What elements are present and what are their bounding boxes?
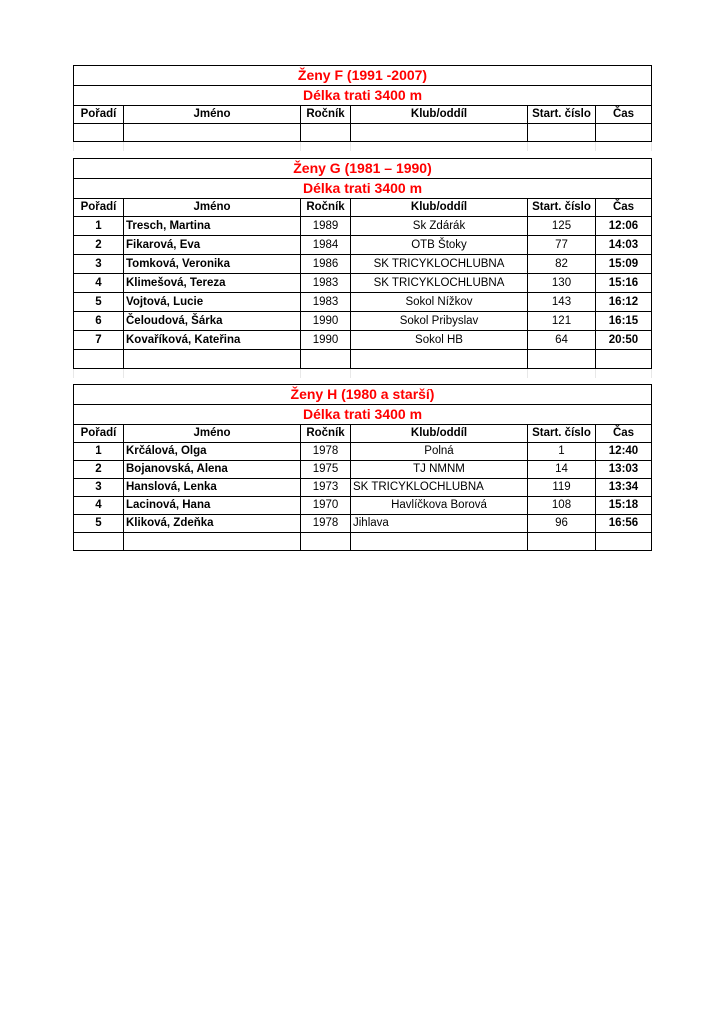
start-number: 130 bbox=[528, 274, 596, 293]
birth-year: 1978 bbox=[301, 515, 351, 533]
spacer-row bbox=[74, 142, 652, 152]
header-club: Klub/oddíl bbox=[351, 199, 528, 217]
club: Sokol HB bbox=[351, 331, 528, 350]
header-rank: Pořadí bbox=[74, 106, 124, 124]
club: SK TRICYKLOCHLUBNA bbox=[351, 479, 528, 497]
header-year: Ročník bbox=[301, 106, 351, 124]
header-rank: Pořadí bbox=[74, 199, 124, 217]
birth-year: 1970 bbox=[301, 497, 351, 515]
birth-year: 1983 bbox=[301, 274, 351, 293]
results-table-zeny-g bbox=[73, 158, 652, 378]
table-row bbox=[74, 255, 652, 274]
rank: 2 bbox=[74, 461, 124, 479]
category-title: Ženy G (1981 – 1990) bbox=[74, 159, 652, 179]
header-row bbox=[74, 199, 652, 217]
spacer-row bbox=[74, 369, 652, 379]
header-time: Čas bbox=[596, 106, 652, 124]
competitor-name: Tomková, Veronika bbox=[124, 255, 301, 274]
results-table-zeny-h bbox=[73, 384, 652, 551]
competitor-name: Čeloudová, Šárka bbox=[124, 312, 301, 331]
finish-time: 16:56 bbox=[596, 515, 652, 533]
birth-year: 1984 bbox=[301, 236, 351, 255]
start-number: 64 bbox=[528, 331, 596, 350]
club: Sk Zdárák bbox=[351, 217, 528, 236]
birth-year: 1973 bbox=[301, 479, 351, 497]
start-number: 143 bbox=[528, 293, 596, 312]
empty-row bbox=[74, 350, 652, 369]
start-number: 125 bbox=[528, 217, 596, 236]
table-row bbox=[74, 331, 652, 350]
competitor-name: Klimešová, Tereza bbox=[124, 274, 301, 293]
competitor-name: Tresch, Martina bbox=[124, 217, 301, 236]
finish-time: 14:03 bbox=[596, 236, 652, 255]
table-row bbox=[74, 312, 652, 331]
header-start-number: Start. číslo bbox=[528, 199, 596, 217]
finish-time: 15:18 bbox=[596, 497, 652, 515]
table-row bbox=[74, 497, 652, 515]
header-time: Čas bbox=[596, 199, 652, 217]
header-name: Jméno bbox=[124, 106, 301, 124]
club: Sokol Nížkov bbox=[351, 293, 528, 312]
start-number: 14 bbox=[528, 461, 596, 479]
start-number: 119 bbox=[528, 479, 596, 497]
club: SK TRICYKLOCHLUBNA bbox=[351, 255, 528, 274]
track-length: Délka trati 3400 m bbox=[74, 86, 652, 106]
club: Sokol Pribyslav bbox=[351, 312, 528, 331]
rank: 6 bbox=[74, 312, 124, 331]
empty-row bbox=[74, 124, 652, 142]
table-row bbox=[74, 274, 652, 293]
header-year: Ročník bbox=[301, 425, 351, 443]
finish-time: 13:03 bbox=[596, 461, 652, 479]
competitor-name: Kliková, Zdeňka bbox=[124, 515, 301, 533]
finish-time: 15:16 bbox=[596, 274, 652, 293]
finish-time: 16:12 bbox=[596, 293, 652, 312]
birth-year: 1986 bbox=[301, 255, 351, 274]
birth-year: 1990 bbox=[301, 312, 351, 331]
rank: 4 bbox=[74, 497, 124, 515]
header-time: Čas bbox=[596, 425, 652, 443]
start-number: 96 bbox=[528, 515, 596, 533]
rank: 5 bbox=[74, 515, 124, 533]
table-row bbox=[74, 236, 652, 255]
competitor-name: Lacinová, Hana bbox=[124, 497, 301, 515]
finish-time: 15:09 bbox=[596, 255, 652, 274]
header-year: Ročník bbox=[301, 199, 351, 217]
header-club: Klub/oddíl bbox=[351, 106, 528, 124]
competitor-name: Krčálová, Olga bbox=[124, 443, 301, 461]
category-title: Ženy H (1980 a starší) bbox=[74, 385, 652, 405]
rank: 1 bbox=[74, 217, 124, 236]
header-name: Jméno bbox=[124, 199, 301, 217]
club: OTB Štoky bbox=[351, 236, 528, 255]
finish-time: 13:34 bbox=[596, 479, 652, 497]
birth-year: 1990 bbox=[301, 331, 351, 350]
table-row bbox=[74, 293, 652, 312]
competitor-name: Hanslová, Lenka bbox=[124, 479, 301, 497]
rank: 5 bbox=[74, 293, 124, 312]
competitor-name: Bojanovská, Alena bbox=[124, 461, 301, 479]
start-number: 108 bbox=[528, 497, 596, 515]
rank: 1 bbox=[74, 443, 124, 461]
header-row bbox=[74, 425, 652, 443]
header-start-number: Start. číslo bbox=[528, 106, 596, 124]
table-row bbox=[74, 461, 652, 479]
table-row bbox=[74, 443, 652, 461]
results-table-zeny-f bbox=[73, 65, 652, 151]
rank: 7 bbox=[74, 331, 124, 350]
rank: 4 bbox=[74, 274, 124, 293]
competitor-name: Vojtová, Lucie bbox=[124, 293, 301, 312]
start-number: 1 bbox=[528, 443, 596, 461]
rank: 2 bbox=[74, 236, 124, 255]
finish-time: 12:06 bbox=[596, 217, 652, 236]
club: Havlíčkova Borová bbox=[351, 497, 528, 515]
rank: 3 bbox=[74, 255, 124, 274]
finish-time: 12:40 bbox=[596, 443, 652, 461]
competitor-name: Kovaříková, Kateřina bbox=[124, 331, 301, 350]
header-start-number: Start. číslo bbox=[528, 425, 596, 443]
empty-row bbox=[74, 533, 652, 551]
club: TJ NMNM bbox=[351, 461, 528, 479]
birth-year: 1978 bbox=[301, 443, 351, 461]
finish-time: 16:15 bbox=[596, 312, 652, 331]
rank: 3 bbox=[74, 479, 124, 497]
birth-year: 1989 bbox=[301, 217, 351, 236]
club: Jihlava bbox=[351, 515, 528, 533]
club: Polná bbox=[351, 443, 528, 461]
finish-time: 20:50 bbox=[596, 331, 652, 350]
competitor-name: Fikarová, Eva bbox=[124, 236, 301, 255]
birth-year: 1983 bbox=[301, 293, 351, 312]
table-row bbox=[74, 217, 652, 236]
table-row bbox=[74, 515, 652, 533]
table-row bbox=[74, 479, 652, 497]
birth-year: 1975 bbox=[301, 461, 351, 479]
header-row bbox=[74, 106, 652, 124]
start-number: 121 bbox=[528, 312, 596, 331]
track-length: Délka trati 3400 m bbox=[74, 179, 652, 199]
start-number: 77 bbox=[528, 236, 596, 255]
header-club: Klub/oddíl bbox=[351, 425, 528, 443]
club: SK TRICYKLOCHLUBNA bbox=[351, 274, 528, 293]
category-title: Ženy F (1991 -2007) bbox=[74, 66, 652, 86]
header-rank: Pořadí bbox=[74, 425, 124, 443]
track-length: Délka trati 3400 m bbox=[74, 405, 652, 425]
header-name: Jméno bbox=[124, 425, 301, 443]
start-number: 82 bbox=[528, 255, 596, 274]
